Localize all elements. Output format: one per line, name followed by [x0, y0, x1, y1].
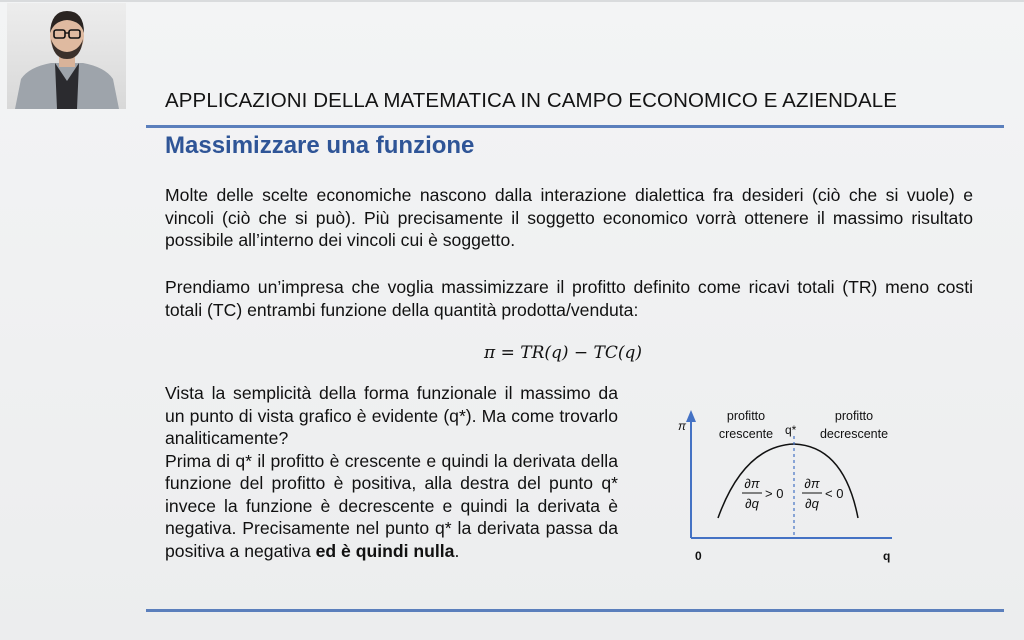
presenter-figure: [7, 3, 126, 109]
explanation-text: [165, 382, 618, 562]
left-deriv-numerator: ∂π: [744, 476, 760, 491]
left-label-line2: crescente: [718, 427, 774, 441]
x-axis-label: q: [883, 549, 891, 563]
slide-subtitle: Massimizzare una funzione: [165, 132, 475, 159]
profit-chart: [660, 398, 900, 570]
header-rule: [146, 125, 1004, 128]
paragraph-profit: Prendiamo un’impresa che voglia massimizzare il profitto definito come ricavi totali (TR) meno costi totali (TC) entrambi funzione della quantità prodotta/venduta:: [165, 277, 973, 320]
origin-label: 0: [695, 549, 702, 563]
top-border: [0, 0, 1024, 2]
explanation-derivative: [165, 450, 618, 563]
left-label-line1: profitto: [726, 409, 766, 423]
y-axis-arrow-icon: [686, 410, 696, 422]
explanation-bold: ed è quindi nulla: [315, 540, 455, 561]
paragraph-intro: Molte delle scelte economiche nascono dalla interazione dialettica fra desideri (ciò che si vuole) e vincoli (ciò che si può). Più precisamente il soggetto economico vorrà ottenere il massimo risultato possibile all’interno dei vincoli cui è soggetto.: [165, 185, 973, 250]
right-deriv-numerator: ∂π: [804, 476, 820, 491]
y-axis-label: π: [678, 419, 687, 433]
profit-curve: [718, 444, 858, 518]
explanation-derivative-text: Prima di q* il profitto è crescente e quindi la derivata della funzione del profitto è positiva, alla destra del punto q* invece la funzione è decrescente e quindi la derivata è negativa. Precisamente nel punto q* la derivata passa da positiva a negativa: [165, 450, 618, 561]
right-condition: < 0: [825, 486, 844, 501]
profit-formula: π = TR(q) − TC(q): [484, 343, 643, 363]
slide-header: APPLICAZIONI DELLA MATEMATICA IN CAMPO ECONOMICO E AZIENDALE: [165, 89, 897, 112]
explanation-end: .: [454, 540, 460, 561]
peak-label: q*: [785, 423, 797, 437]
right-label-line1: profitto: [834, 409, 874, 423]
right-label-line2: decrescente: [819, 427, 889, 441]
left-deriv-denominator: ∂q: [745, 496, 759, 511]
presenter-webcam: [7, 3, 126, 109]
footer-rule: [146, 609, 1004, 612]
right-deriv-denominator: ∂q: [805, 496, 819, 511]
left-condition: > 0: [765, 486, 784, 501]
explanation-question: Vista la semplicità della forma funzionale il massimo da un punto di vista grafico è evidente (q*). Ma come trovarlo analiticamente?: [165, 383, 618, 448]
